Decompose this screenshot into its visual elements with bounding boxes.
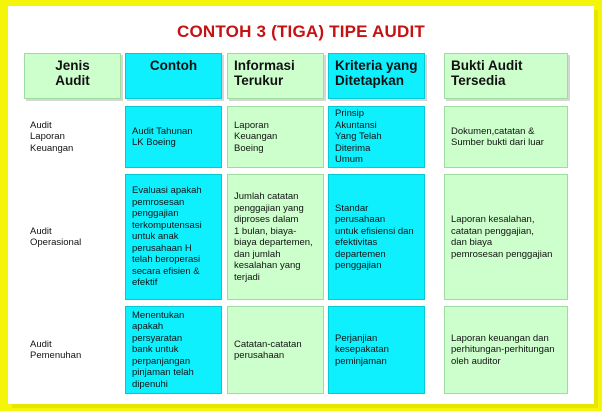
header-jenis-audit: Jenis Audit	[24, 53, 121, 99]
row3-informasi: Catatan-catatan perusahaan	[227, 306, 324, 394]
row2-kriteria: Standar perusahaan untuk efisiensi dan efektivitas departemen penggajian	[328, 174, 425, 300]
row1-jenis: Audit Laporan Keuangan	[24, 106, 121, 168]
row1-contoh: Audit Tahunan LK Boeing	[125, 106, 222, 168]
row2-informasi: Jumlah catatan penggajian yang diproses dalam 1 bulan, biaya- biaya departemen, dan jumlah kesalahan yang terjadi	[227, 174, 324, 300]
page-title: CONTOH 3 (TIGA) TIPE AUDIT	[177, 22, 425, 41]
row3-kriteria: Perjanjian kesepakatan peminjaman	[328, 306, 425, 394]
header-informasi-terukur: Informasi Terukur	[227, 53, 324, 99]
header-contoh: Contoh	[125, 53, 222, 99]
row1-kriteria: Prinsip Akuntansi Yang Telah Diterima Umum	[328, 106, 425, 168]
header-bukti-audit: Bukti Audit Tersedia	[444, 53, 568, 99]
row1-informasi: Laporan Keuangan Boeing	[227, 106, 324, 168]
row3-bukti: Laporan keuangan dan perhitungan-perhitungan oleh auditor	[444, 306, 568, 394]
row3-jenis: Audit Pemenuhan	[24, 306, 121, 394]
row3-contoh: Menentukan apakah persyaratan bank untuk perpanjangan pinjaman telah dipenuhi	[125, 306, 222, 394]
header-kriteria: Kriteria yang Ditetapkan	[328, 53, 425, 99]
slide	[8, 6, 594, 404]
row2-jenis: Audit Operasional	[24, 174, 121, 300]
row2-contoh: Evaluasi apakah pemrosesan penggajian terkomputensasi untuk anak perusahaan H telah beroperasi secara efisien & efektif	[125, 174, 222, 300]
row1-bukti: Dokumen,catatan & Sumber bukti dari luar	[444, 106, 568, 168]
row2-bukti: Laporan kesalahan, catatan penggajian, dan biaya pemrosesan penggajian	[444, 174, 568, 300]
